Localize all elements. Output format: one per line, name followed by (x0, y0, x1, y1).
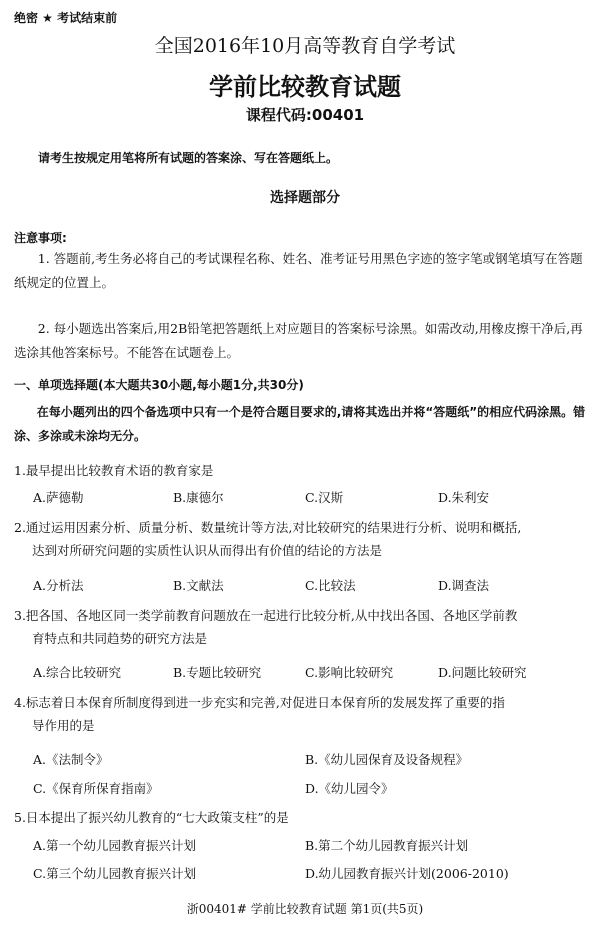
option-d: D.幼儿园教育振兴计划(2006-2010) (305, 866, 509, 881)
question-stem: 1.最早提出比较教育术语的教育家是 (14, 463, 214, 478)
answer-instruction: 请考生按规定用笔将所有试题的答案涂、写在答题纸上。 (38, 151, 339, 165)
note-item: 2. 每小题选出答案后,用2B铅笔把答题纸上对应题目的答案标号涂黑。如需改动,用橡皮擦干净后,再选涂其他答案标号。不能答在试题卷上。 (14, 321, 583, 360)
part-heading: 一、单项选择题(本大题共30小题,每小题1分,共30分) (14, 378, 304, 392)
question-1 (14, 459, 594, 482)
section-title: 选择题部分 (270, 190, 340, 206)
question-stem: 5.日本提出了振兴幼儿教育的“七大政策支柱”的是 (14, 810, 289, 825)
confidential-label: 绝密 ★ 考试结束前 (14, 11, 118, 25)
course-code: 课程代码:00401 (245, 106, 365, 124)
question-stem: 4.标志着日本保育所制度得到进一步充实和完善,对促进日本保育所的发展发挥了重要的指 (14, 695, 505, 710)
option-c: C.比较法 (305, 578, 356, 593)
part-description: 在每小题列出的四个备选项中只有一个是符合题目要求的,请将其选出并将“答题纸”的相应代码涂黑。错涂、多涂或未涂均无分。 (14, 405, 586, 443)
notes-title: 注意事项: (14, 231, 67, 245)
question-4 (14, 691, 594, 737)
option-c: C.影响比较研究 (305, 665, 394, 680)
question-stem-continued: 育特点和共同趋势的研究方法是 (32, 631, 208, 646)
option-b: B.《幼儿园保育及设备规程》 (305, 752, 469, 767)
option-d: D.朱利安 (438, 490, 490, 505)
subject-title: 学前比较教育试题 (209, 73, 401, 101)
question-stem: 3.把各国、各地区同一类学前教育问题放在一起进行比较分析,从中找出各国、各地区学前教 (14, 608, 518, 623)
option-d: D.《幼儿园令》 (305, 781, 394, 796)
exam-title: 全国2016年10月高等教育自学考试 (154, 35, 456, 57)
option-d: D.问题比较研究 (438, 665, 527, 680)
option-b: B.专题比较研究 (173, 665, 262, 680)
option-a: A.分析法 (33, 578, 84, 593)
option-c: C.汉斯 (305, 490, 344, 505)
option-b: B.第二个幼儿园教育振兴计划 (305, 838, 469, 853)
option-a: A.综合比较研究 (33, 665, 122, 680)
question-5 (14, 806, 594, 829)
question-stem: 2.通过运用因素分析、质量分析、数量统计等方法,对比较研究的结果进行分析、说明和概括, (14, 520, 522, 535)
option-a: A.萨德勒 (33, 490, 84, 505)
note-item: 1. 答题前,考生务必将自己的考试课程名称、姓名、准考证号用黑色字迹的签字笔或钢笔填写在答题纸规定的位置上。 (14, 251, 583, 290)
question-3 (14, 604, 594, 650)
page-footer: 浙00401# 学前比较教育试题 第1页(共5页) (186, 902, 424, 916)
option-c: C.《保育所保育指南》 (33, 781, 159, 796)
question-stem-continued: 导作用的是 (32, 718, 95, 733)
option-a: A.第一个幼儿园教育振兴计划 (33, 838, 197, 853)
option-b: B.康德尔 (173, 490, 224, 505)
option-d: D.调查法 (438, 578, 490, 593)
question-stem-continued: 达到对所研究问题的实质性认识从而得出有价值的结论的方法是 (32, 543, 383, 558)
option-c: C.第三个幼儿园教育振兴计划 (33, 866, 197, 881)
option-b: B.文献法 (173, 578, 224, 593)
option-a: A.《法制令》 (33, 752, 109, 767)
question-2 (14, 516, 594, 562)
